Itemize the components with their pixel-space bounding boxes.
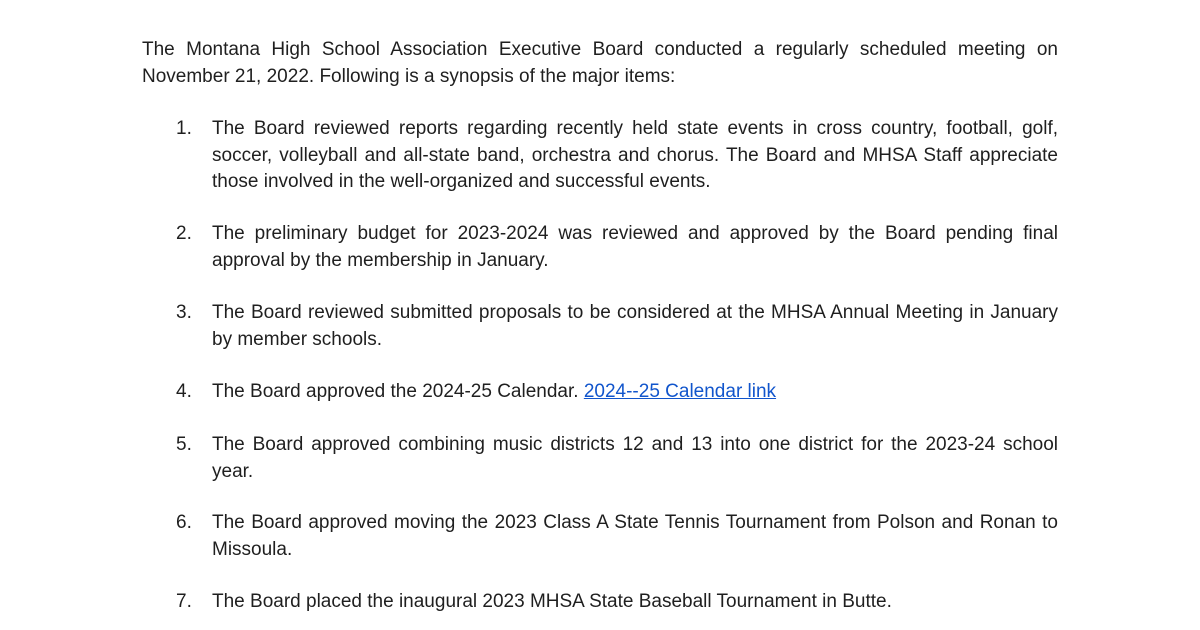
list-item-number: 3. [176, 302, 192, 323]
list-item-number: 7. [176, 591, 192, 612]
list-item-text: The preliminary budget for 2023-2024 was reviewed and approved by the Board pending final approval by the membership in January. [212, 223, 1058, 271]
list-item-1 [176, 116, 1058, 196]
list-item-text [212, 379, 1058, 406]
list-item-text-body: The Board approved the 2024-25 Calendar. [212, 381, 584, 402]
list-item-number: 6. [176, 512, 192, 533]
list-item-5 [176, 432, 1058, 485]
list-item-text: The Board reviewed reports regarding recently held state events in cross country, football, golf, soccer, volleyball and all-state band, orchestra and chorus. The Board and MHSA Staff appreciate those involved in the well-organized and successful events. [212, 118, 1058, 192]
list-item-text: The Board approved combining music districts 12 and 13 into one district for the 2023-24 school year. [212, 434, 1058, 482]
list-item-3 [176, 300, 1058, 353]
list-item-7 [176, 589, 1058, 616]
list-item-number: 1. [176, 118, 192, 139]
calendar-link[interactable]: 2024--25 Calendar link [583, 381, 777, 402]
list-item-2 [176, 221, 1058, 274]
list-item-6 [176, 510, 1058, 563]
list-item-number: 2. [176, 223, 192, 244]
list-item-text: The Board reviewed submitted proposals to be considered at the MHSA Annual Meeting in January by member schools. [212, 302, 1058, 350]
list-item-4 [176, 379, 1058, 406]
list-item-text: The Board placed the inaugural 2023 MHSA State Baseball Tournament in Butte. [212, 591, 892, 612]
list-item-text: The Board approved moving the 2023 Class A State Tennis Tournament from Polson and Ronan to Missoula. [212, 512, 1058, 560]
list-item-number: 5. [176, 434, 192, 455]
list-item-number: 4. [176, 381, 192, 402]
intro-paragraph: The Montana High School Association Executive Board conducted a regularly scheduled meeting on November 21, 2022. Following is a synopsis of the major items: [142, 39, 1058, 87]
